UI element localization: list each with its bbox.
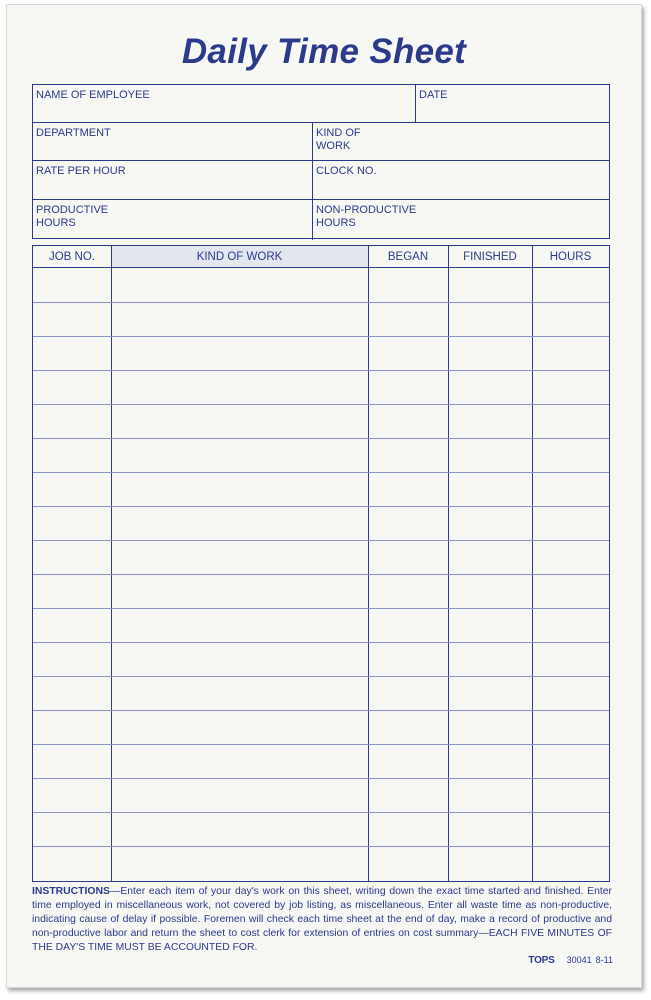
- header-row-1: [33, 85, 609, 123]
- date-field[interactable]: DATE: [415, 85, 611, 122]
- form-revision: 8-11: [595, 955, 613, 965]
- header-row-2: [33, 123, 609, 161]
- tops-logo: TOPS: [528, 955, 555, 966]
- table-row-line: [33, 540, 609, 541]
- column-header-finished: FINISHED: [448, 246, 532, 268]
- table-row-line: [33, 472, 609, 473]
- table-row-line: [33, 608, 609, 609]
- table-row-line: [33, 438, 609, 439]
- form-title: Daily Time Sheet: [181, 32, 467, 71]
- kind-of-work-field[interactable]: KIND OF WORK: [312, 123, 392, 160]
- employee-info-section: [32, 84, 610, 239]
- clock-no-field[interactable]: CLOCK NO.: [312, 161, 611, 199]
- column-header-hours: HOURS: [532, 246, 609, 268]
- work-log-table: [32, 245, 610, 882]
- table-row-line: [33, 812, 609, 813]
- department-field[interactable]: DEPARTMENT: [36, 127, 111, 139]
- table-row-line: [33, 846, 609, 847]
- table-row-line: [33, 370, 609, 371]
- form-number: 30041: [566, 955, 592, 965]
- column-header-job-no: JOB NO.: [33, 246, 111, 268]
- column-header-began: BEGAN: [368, 246, 448, 268]
- productive-hours-field[interactable]: PRODUCTIVE HOURS: [36, 204, 109, 229]
- table-row-line: [33, 302, 609, 303]
- table-row-line: [33, 778, 609, 779]
- table-row-line: [33, 676, 609, 677]
- column-divider: [111, 246, 112, 881]
- column-divider: [448, 246, 449, 881]
- table-row-line: [33, 642, 609, 643]
- column-divider: [368, 246, 369, 881]
- non-productive-hours-field[interactable]: NON-PRODUCTIVE HOURS: [312, 200, 432, 240]
- instructions-block: [32, 885, 612, 955]
- rate-per-hour-field[interactable]: RATE PER HOUR: [36, 165, 126, 177]
- instructions-label: INSTRUCTIONS: [32, 886, 110, 897]
- table-row-line: [33, 506, 609, 507]
- table-row-line: [33, 336, 609, 337]
- header-row-4: [33, 200, 609, 240]
- instructions-text: —Enter each item of your day's work on this sheet, writing down the exact time started and finished. Enter time employed in miscellaneous work, not covered by job listing, as miscellaneous. Enter all waste time as non-productive, indicating cause of delay if possible. Foremen will check each time sheet at the end of day, make a record of productive and non-productive labor and return the sheet to cost clerk for extension of entries on cost summary—EACH FIVE MINUTES OF THE DAY'S TIME MUST BE ACCOUNTED FOR.: [32, 886, 612, 953]
- form-footer: [524, 955, 613, 966]
- table-row-line: [33, 404, 609, 405]
- table-row-line: [33, 574, 609, 575]
- table-row-line: [33, 710, 609, 711]
- column-header-kind-of-work: KIND OF WORK: [111, 246, 368, 268]
- column-divider: [532, 246, 533, 881]
- time-sheet-form: [6, 4, 642, 988]
- header-row-3: [33, 161, 609, 200]
- name-of-employee-field[interactable]: NAME OF EMPLOYEE: [36, 89, 150, 101]
- table-row-line: [33, 744, 609, 745]
